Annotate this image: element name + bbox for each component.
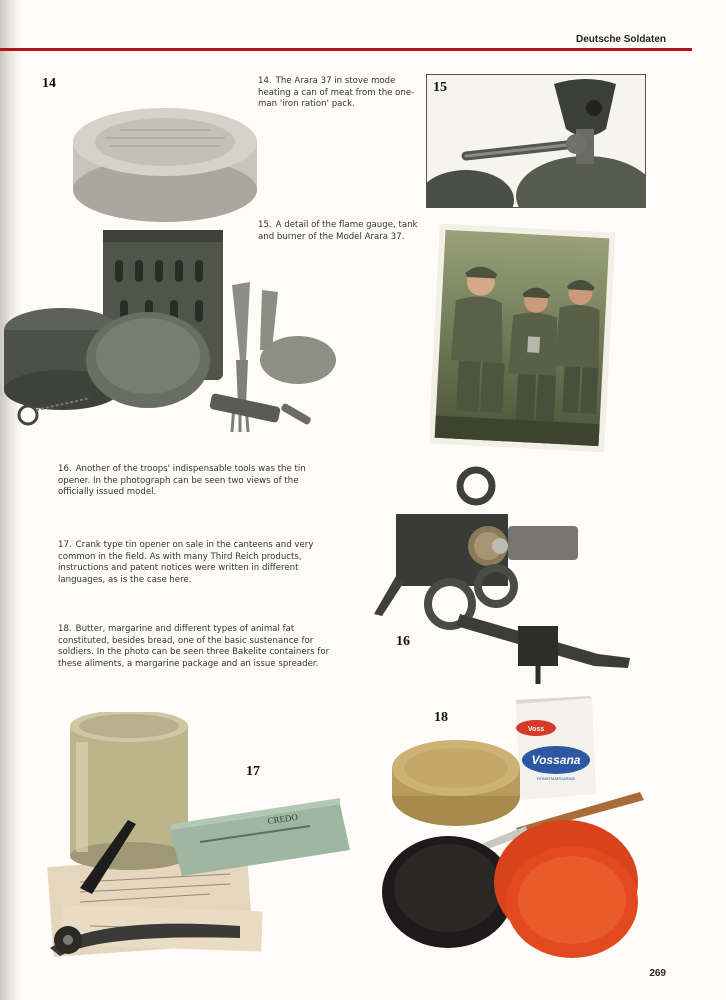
photo-arara-stove xyxy=(0,60,345,450)
photo-soldiers-eating xyxy=(430,224,615,452)
photo-crank-opener xyxy=(10,712,362,962)
figure-number-17: 17 xyxy=(246,764,260,779)
figure-number-15: 15 xyxy=(433,80,447,95)
caption-14 xyxy=(258,76,418,111)
caption-15 xyxy=(258,220,418,243)
caption-16 xyxy=(58,464,328,499)
caption-17-text: Crank type tin opener on sale in the canteens and very common in the field. As with many Third Reich products, instructions and patent notices were written in different languages, as is the case here. xyxy=(58,540,314,585)
caption-18-text: Butter, margarine and different types of animal fat constituted, besides bread, one of the basic sustenance for soldiers. In the photo can be seen three Bakelite containers for these aliments, a margarine package and an issue spreader. xyxy=(58,624,330,669)
caption-18 xyxy=(58,624,348,670)
credo-box-label: CREDO xyxy=(266,811,299,826)
caption-16-text: Another of the troops' indispensable tools was the tin opener. In the photograph can be seen two views of the officially issued model. xyxy=(58,464,306,497)
caption-17-number: 17. xyxy=(58,540,72,550)
photo-flame-gauge xyxy=(426,74,646,208)
caption-16-number: 16. xyxy=(58,464,72,474)
caption-15-text: A detail of the flame gauge, tank and burner of the Model Arara 37. xyxy=(258,220,418,242)
figure-number-14: 14 xyxy=(42,76,56,91)
figure-number-16: 16 xyxy=(396,634,410,649)
caption-18-number: 18. xyxy=(58,624,72,634)
caption-14-text: The Arara 37 in stove mode heating a can of meat from the one-man 'iron ration' pack. xyxy=(258,76,415,109)
caption-15-number: 15. xyxy=(258,220,272,230)
page-number: 269 xyxy=(649,968,666,979)
photo-bakelite-containers xyxy=(376,696,656,966)
margarine-sub-text: FEINSTMARGARINE xyxy=(536,776,576,781)
caption-14-number: 14. xyxy=(258,76,272,86)
photo-tin-openers xyxy=(368,466,640,688)
caption-17 xyxy=(58,540,348,586)
margarine-logo-text: Voss xyxy=(527,726,545,733)
running-head: Deutsche Soldaten xyxy=(575,34,666,45)
header-rule xyxy=(0,48,692,51)
margarine-brand-text: Vossana xyxy=(531,753,581,767)
figure-number-18: 18 xyxy=(434,710,448,725)
